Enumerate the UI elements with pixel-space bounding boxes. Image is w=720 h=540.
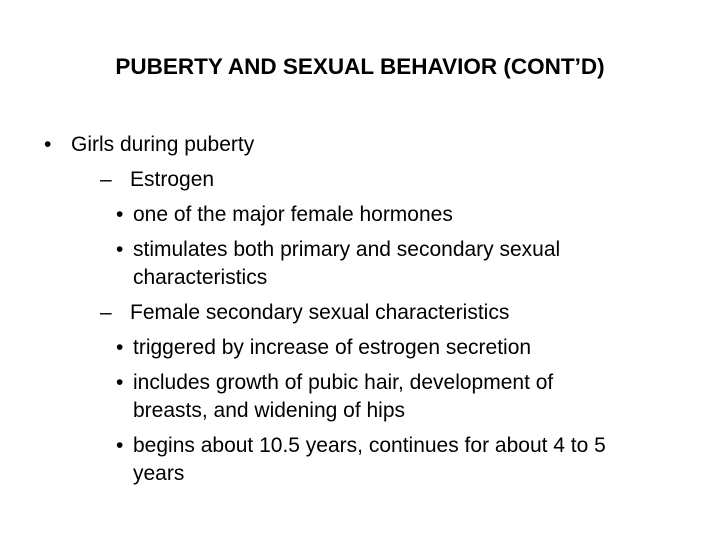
dash-marker-level2: – bbox=[100, 301, 112, 324]
bullet-level2-female-secondary-characteristics: Female secondary sexual characteristics bbox=[130, 301, 510, 324]
bullet-level3-stimulates-line2: characteristics bbox=[133, 266, 268, 289]
bullet-marker-level3: • bbox=[116, 371, 124, 394]
bullet-marker-level3: • bbox=[116, 336, 124, 359]
bullet-marker-level1: • bbox=[44, 133, 52, 156]
bullet-level3-female-hormones: one of the major female hormones bbox=[133, 203, 453, 226]
dash-marker-level2: – bbox=[100, 168, 112, 191]
bullet-marker-level3: • bbox=[116, 238, 124, 261]
bullet-level3-triggered: triggered by increase of estrogen secretion bbox=[133, 336, 532, 359]
slide-title: PUBERTY AND SEXUAL BEHAVIOR (CONT’D) bbox=[115, 54, 605, 79]
bullet-level2-estrogen: Estrogen bbox=[130, 168, 215, 191]
bullet-level3-begins-line2: years bbox=[133, 462, 185, 485]
bullet-level3-includes-line2: breasts, and widening of hips bbox=[133, 399, 406, 422]
bullet-level3-begins-line1: begins about 10.5 years, continues for about 4 to 5 bbox=[133, 434, 606, 457]
bullet-marker-level3: • bbox=[116, 203, 124, 226]
bullet-level1-girls-during-puberty: Girls during puberty bbox=[71, 133, 255, 156]
bullet-level3-includes-line1: includes growth of pubic hair, development of bbox=[133, 371, 554, 394]
bullet-marker-level3: • bbox=[116, 434, 124, 457]
bullet-level3-stimulates-line1: stimulates both primary and secondary sexual bbox=[133, 238, 561, 261]
